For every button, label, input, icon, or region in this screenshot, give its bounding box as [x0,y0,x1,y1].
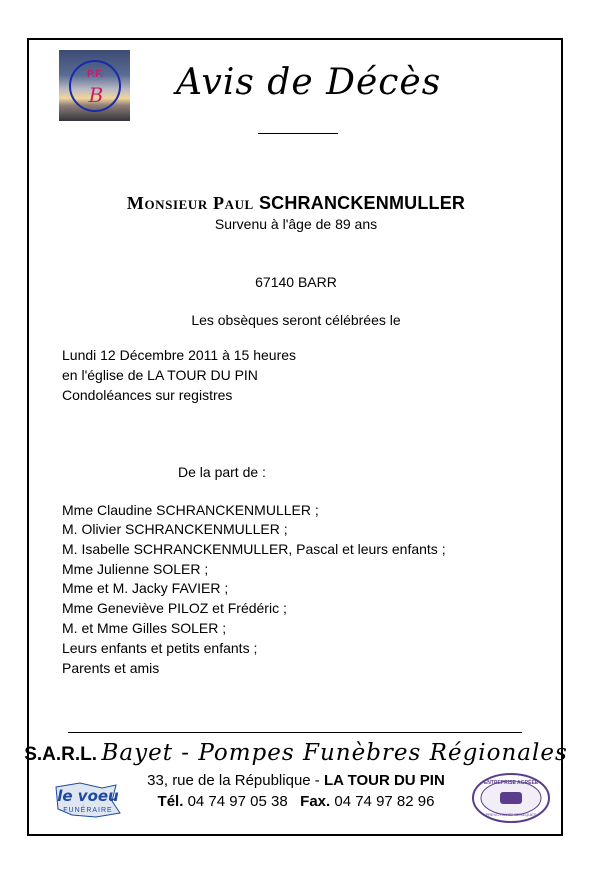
left-logo-subtext: FUNÉRAIRE [63,807,113,814]
family-member: M. Isabelle SCHRANCKENMULLER, Pascal et leurs enfants ; [62,541,446,557]
family-member: Leurs enfants et petits enfants ; [62,640,258,656]
logo-text-top: P.F. [87,69,103,80]
tel-label: Tél. [157,793,184,810]
deceased-honorific-name: Monsieur Paul [126,193,254,213]
entreprise-agreee-badge [471,772,551,829]
ceremony-intro: Les obsèques seront célébrées le [191,312,401,328]
badge-text-top: ENTREPRISE AGRÉÉE [483,780,539,786]
condolences-line: Condoléances sur registres [62,387,233,403]
company-prefix: S.A.R.L. [24,744,98,765]
family-member: Mme Claudine SCHRANCKENMULLER ; [62,502,319,518]
company-script-name: Bayet - Pompes Funèbres Régionales [101,740,568,766]
family-member: Mme Geneviève PILOZ et Frédéric ; [62,600,287,616]
family-member: Mme Julienne SOLER ; [62,561,209,577]
address-city: LA TOUR DU PIN [323,772,445,789]
family-member: Mme et M. Jacky FAVIER ; [62,580,229,596]
ceremony-place: en l'église de LA TOUR DU PIN [62,367,258,383]
footer-divider [68,732,522,733]
notice-border [27,38,563,836]
ceremony-date: Lundi 12 Décembre 2011 à 15 heures [62,347,297,363]
family-intro: De la part de : [178,464,266,480]
logo-letter: B [88,83,104,107]
le-voeu-funeraire-logo [50,779,128,826]
company-name [0,740,592,766]
deceased-surname: SCHRANCKENMULLER [258,193,466,213]
left-logo-text: le voeu [57,787,119,805]
address-street: 33, rue de la République - [147,772,320,789]
badge-text-bottom: PREVOYANCE OBSEQUES [485,812,537,817]
age-line: Survenu à l'âge de 89 ans [214,216,378,232]
title-underline [258,133,338,134]
family-member: M. et Mme Gilles SOLER ; [62,620,227,636]
deceased-name [0,193,592,214]
family-member: M. Olivier SCHRANCKENMULLER ; [62,521,288,537]
family-member: Parents et amis [62,660,160,676]
town-line: 67140 BARR [255,274,337,290]
funeral-home-logo [59,50,130,121]
fax-number: 04 74 97 82 96 [334,793,435,810]
fax-label: Fax. [300,793,331,810]
page-title: Avis de Décès [176,62,442,103]
tel-number: 04 74 97 05 38 [187,793,288,810]
